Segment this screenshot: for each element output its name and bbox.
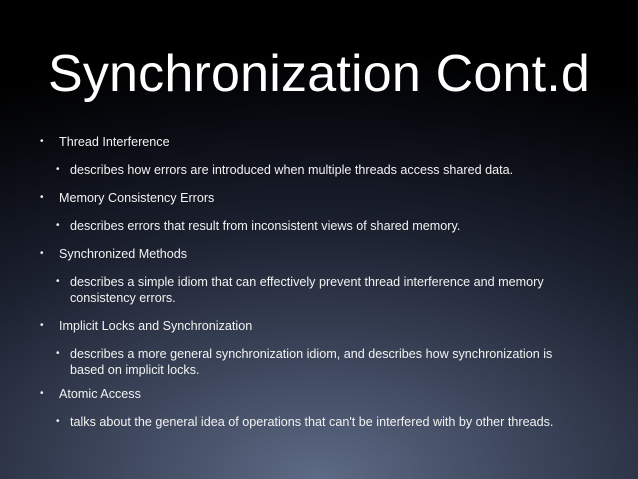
bullet-label: Thread Interference [59, 135, 170, 149]
sub-bullet-item [56, 218, 590, 234]
sub-bullet-item [56, 346, 590, 378]
sub-bullet-text: talks about the general idea of operations that can't be interfered with by other threads. [70, 415, 554, 429]
slide-title: Synchronization Cont.d [47, 45, 591, 103]
bullet-label: Memory Consistency Errors [59, 191, 215, 205]
bullet-icon: • [40, 136, 44, 147]
sub-bullet-icon: • [56, 220, 60, 231]
sub-bullet-item [56, 414, 590, 430]
sub-bullet-text: describes errors that result from inconsistent views of shared memory. [70, 219, 461, 233]
sub-bullet-text: describes a simple idiom that can effectively prevent thread interference and memory consistency errors. [70, 275, 544, 305]
bullet-item-implicit-locks [40, 318, 619, 334]
sub-bullet-icon: • [56, 164, 60, 175]
sub-bullet-text: describes a more general synchronization idiom, and describes how synchronization is based on implicit locks. [70, 347, 553, 377]
bullet-label: Synchronized Methods [59, 247, 188, 261]
sub-bullet-item [56, 162, 590, 178]
bullet-item-atomic-access [40, 386, 619, 402]
bullet-icon: • [40, 320, 44, 331]
bullet-item-memory-consistency-errors [40, 190, 619, 206]
sub-bullet-icon: • [56, 276, 60, 287]
bullet-icon: • [40, 248, 44, 259]
sub-bullet-item [56, 274, 590, 306]
bullet-icon: • [40, 192, 44, 203]
bullet-label: Atomic Access [59, 387, 141, 401]
bullet-icon: • [40, 388, 44, 399]
bullet-label: Implicit Locks and Synchronization [59, 319, 253, 333]
sub-bullet-icon: • [56, 348, 60, 359]
sub-bullet-text: describes how errors are introduced when multiple threads access shared data. [70, 163, 514, 177]
bullet-item-synchronized-methods [40, 246, 619, 262]
bullet-item-thread-interference [40, 134, 619, 150]
sub-bullet-icon: • [56, 416, 60, 427]
